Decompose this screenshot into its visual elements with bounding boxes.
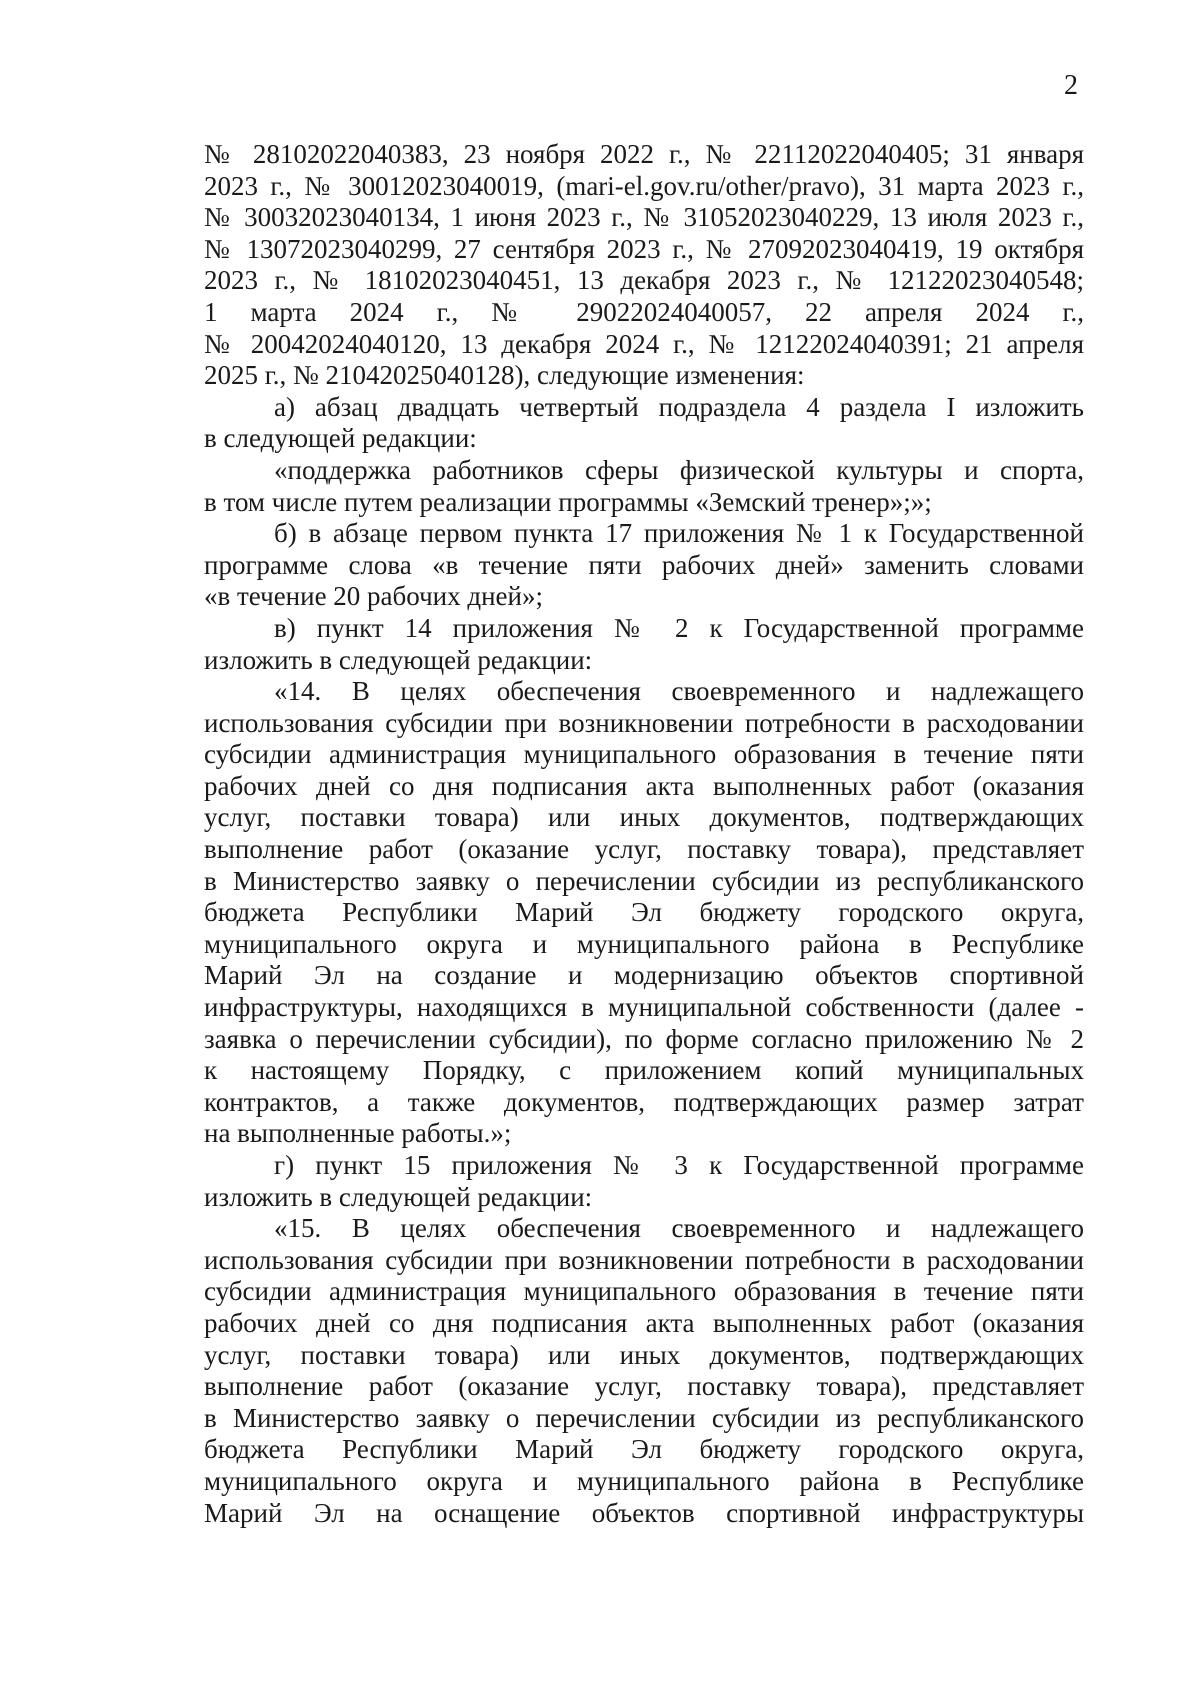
text-line: в следующей редакции: (204, 423, 477, 454)
text-line: 2023 г., № 30012023040019, (mari-el.gov.ru/other/pravo), 31 марта 2023 г., (204, 170, 1084, 201)
text-line: № 28102022040383, 23 ноября 2022 г., № 22112022040405; 31 января (204, 139, 1084, 169)
text-line: выполнение работ (оказание услуг, поставку товара), представляет (204, 834, 1084, 865)
text-line: 2023 г., № 18102023040451, 13 декабря 2023 г., № 12122023040548; (204, 265, 1084, 296)
text-line: «15. В целях обеспечения своевременного и надлежащего (274, 1213, 1084, 1244)
text-line: «14. В целях обеспечения своевременного и надлежащего (274, 676, 1084, 707)
text-line: муниципального округа и муниципального района в Республике (204, 928, 1084, 959)
text-line: 2025 г., № 21042025040128), следующие изменения: (204, 360, 805, 391)
text-line: инфраструктуры, находящихся в муниципальной собственности (далее - (204, 992, 1084, 1023)
text-line: использования субсидии при возникновении потребности в расходовании (204, 1244, 1084, 1275)
text-line: бюджета Республики Марий Эл бюджету городского округа, (204, 1434, 1084, 1465)
text-line: «в течение 20 рабочих дней»; (204, 581, 543, 612)
text-line: заявка о перечислении субсидии), по форме согласно приложению № 2 (204, 1023, 1084, 1054)
text-line: рабочих дней со дня подписания акта выполненных работ (оказания (204, 1307, 1084, 1338)
text-line: а) абзац двадцать четвертый подраздела 4 раздела I изложить (274, 391, 1084, 422)
text-line: б) в абзаце первом пункта 17 приложения № 1 к Государственной (274, 518, 1084, 549)
text-line: изложить в следующей редакции: (204, 644, 593, 675)
text-line: № 20042024040120, 13 декабря 2024 г., № 12122024040391; 21 апреля (204, 328, 1084, 359)
text-line: г) пункт 15 приложения № 3 к Государственной программе (274, 1150, 1084, 1180)
text-line: № 13072023040299, 27 сентября 2023 г., № 27092023040419, 19 октября (204, 233, 1084, 264)
text-line: муниципального округа и муниципального района в Республике (204, 1465, 1084, 1496)
text-line: 1 марта 2024 г., № 29022024040057, 22 апреля 2024 г., (204, 296, 1084, 327)
document-body-text (204, 139, 1084, 1529)
text-line: услуг, поставки товара) или иных документов, подтверждающих (204, 1339, 1084, 1370)
text-line: рабочих дней со дня подписания акта выполненных работ (оказания (204, 770, 1084, 801)
text-line: в) пункт 14 приложения № 2 к Государственной программе (274, 612, 1084, 643)
text-line: Марий Эл на оснащение объектов спортивной инфраструктуры (204, 1497, 1084, 1528)
text-line: изложить в следующей редакции: (204, 1181, 593, 1212)
text-line: использования субсидии при возникновении потребности в расходовании (204, 707, 1084, 738)
text-line: субсидии администрация муниципального образования в течение пяти (204, 739, 1084, 770)
text-line: программе слова «в течение пяти рабочих дней» заменить словами (204, 549, 1084, 580)
text-line: субсидии администрация муниципального образования в течение пяти (204, 1276, 1084, 1307)
text-line: услуг, поставки товара) или иных документов, подтверждающих (204, 802, 1084, 833)
text-line: контрактов, а также документов, подтверждающих размер затрат (204, 1086, 1084, 1117)
text-line: «поддержка работников сферы физической культуры и спорта, (274, 454, 1084, 485)
text-line: бюджета Республики Марий Эл бюджету городского округа, (204, 897, 1084, 928)
text-line: на выполненные работы.»; (204, 1118, 512, 1149)
text-line: Марий Эл на создание и модернизацию объектов спортивной (204, 960, 1084, 991)
text-line: к настоящему Порядку, с приложением копий муниципальных (204, 1055, 1084, 1086)
text-line: в Министерство заявку о перечислении субсидии из республиканского (204, 865, 1084, 896)
page-number: 2 (1064, 70, 1078, 101)
text-line: № 30032023040134, 1 июня 2023 г., № 31052023040229, 13 июля 2023 г., (204, 202, 1084, 233)
text-line: выполнение работ (оказание услуг, поставку товара), представляет (204, 1371, 1084, 1402)
text-line: в том числе путем реализации программы «Земский тренер»;»; (204, 486, 932, 517)
text-line: в Министерство заявку о перечислении субсидии из республиканского (204, 1402, 1084, 1433)
